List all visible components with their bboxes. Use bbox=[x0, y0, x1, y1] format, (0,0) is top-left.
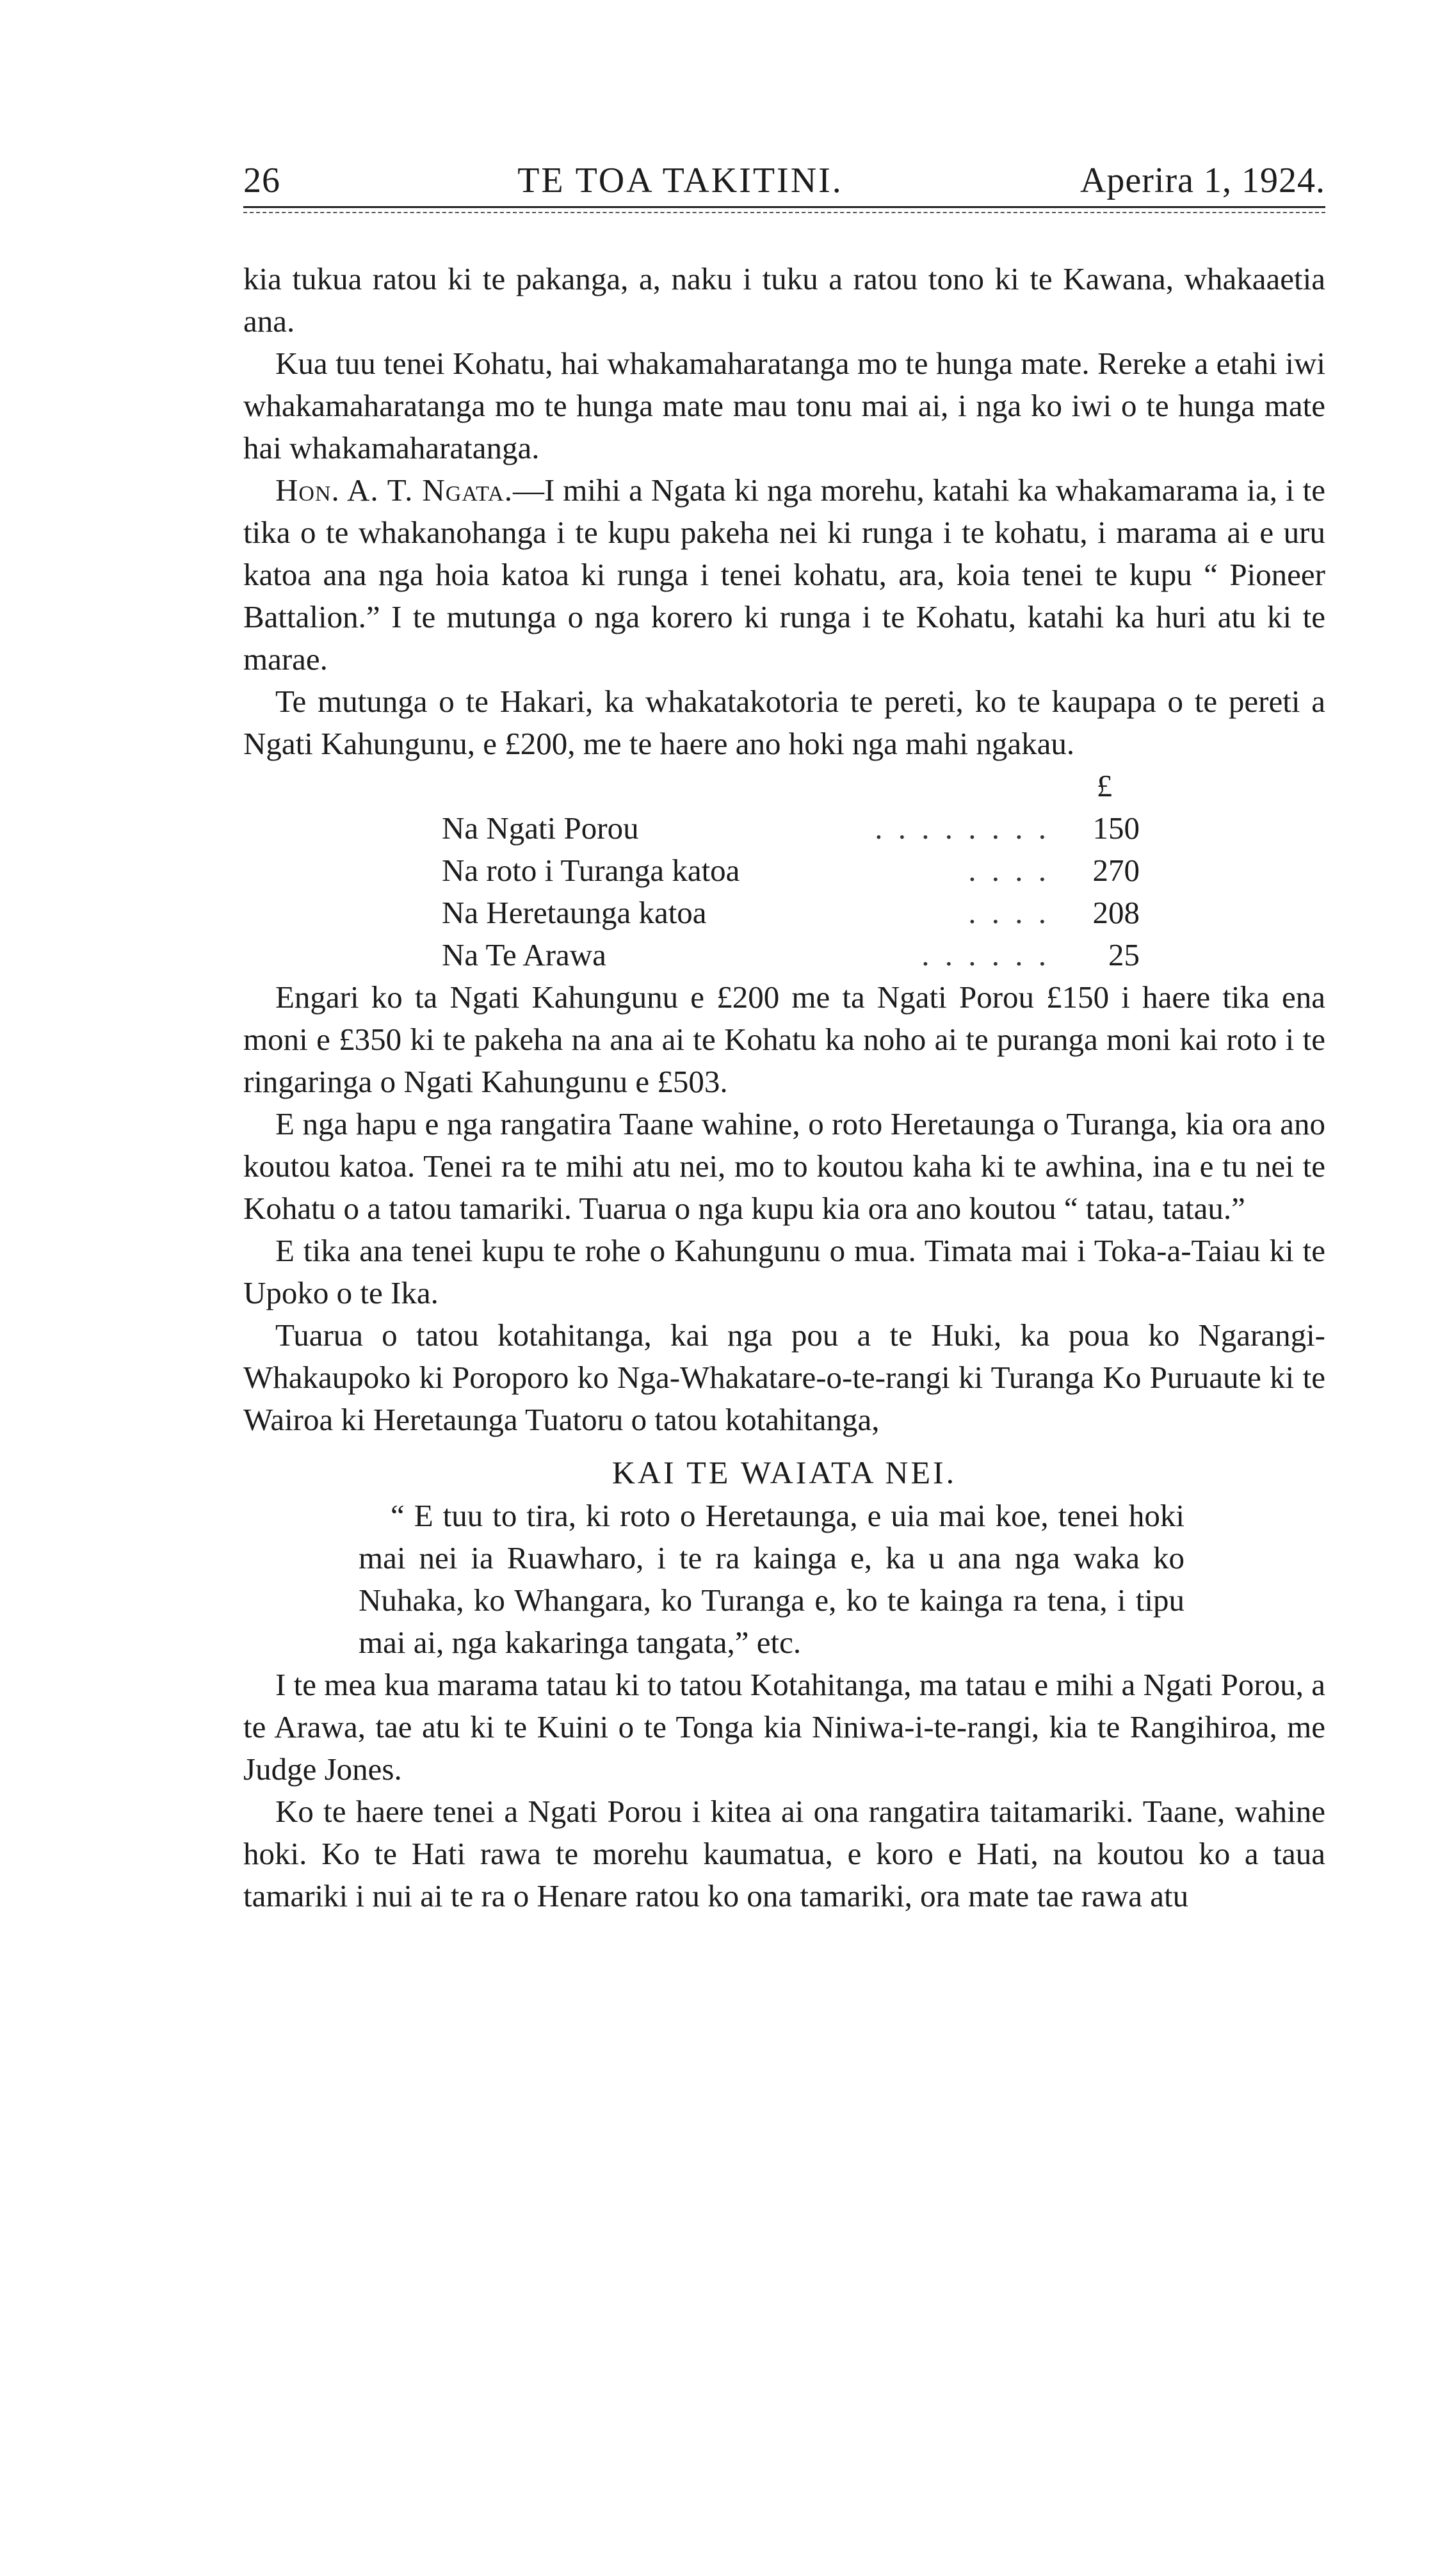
paragraph: Engari ko ta Ngati Kahungunu e £200 me ta Ngati Porou £150 i haere tika ena moni e £350 ki te pakeha na ana ai te Kohatu ka noho ai te puranga moni kai roto i te ringaringa o Ngati Kahungunu e £503. bbox=[243, 979, 1325, 1099]
paragraph: kia tukua ratou ki te pakanga, a, naku i tuku a ratou tono ki te Kawana, whakaaetia ana. bbox=[243, 261, 1325, 339]
donation-amount: 150 bbox=[1092, 810, 1140, 846]
currency-header bbox=[442, 765, 1140, 807]
paragraph: Ko te haere tenei a Ngati Porou i kitea ai ona rangatira taitamariki. Taane, wahine hoki. Ko te Hati rawa te morehu kaumatua, e koro e Hati, na koutou ko a taua tamariki i nui ai te ra o Henare ratou ko ona tamariki, ora mate tae rawa atu bbox=[243, 1794, 1325, 1913]
leader-dots: . . . . . . . . bbox=[875, 810, 1050, 846]
donation-amount: 208 bbox=[1092, 895, 1140, 930]
header-rule bbox=[243, 206, 1325, 213]
paragraph: E tika ana tenei kupu te rohe o Kahungunu o mua. Timata mai i Toka-a-Taiau ki te Upoko o te Ika. bbox=[243, 1233, 1325, 1310]
paragraph: Kua tuu tenei Kohatu, hai whakamaharatanga mo te hunga mate. Rereke a etahi iwi whakamaharatanga mo te hunga mate mau tonu mai ai, i nga ko iwi o te hunga mate hai whakamaharatanga. bbox=[243, 346, 1325, 465]
donations-table bbox=[442, 765, 1140, 976]
speech-text: —I mihi a Ngata ki nga morehu, katahi ka whakamarama ia, i te tika o te whakanohanga i te kupu pakeha nei ki runga i te kohatu, i marama ai e uru katoa ana nga hoia katoa ki runga i tenei kohatu, ara, koia tenei te kupu “ Pioneer Battalion.” I te mutunga o nga korero ki runga i te Kohatu, katahi ka huri atu ki te marae. bbox=[243, 472, 1325, 677]
donation-row bbox=[442, 849, 1140, 892]
donation-amount: 270 bbox=[1092, 853, 1140, 888]
donation-row bbox=[442, 934, 1140, 976]
donor-name: Na roto i Turanga katoa bbox=[442, 853, 740, 888]
leader-dots: . . . . . . bbox=[921, 937, 1050, 972]
donor-name: Na Heretaunga katoa bbox=[442, 895, 707, 930]
donation-amount: 25 bbox=[1108, 937, 1140, 972]
paragraph: E nga hapu e nga rangatira Taane wahine, o roto Heretaunga o Turanga, kia ora ano koutou katoa. Tenei ra te mihi atu nei, mo to koutou kaha ki te awhina, ina e tu nei te Kohatu o a tatou tamariki. Tuarua o nga kupu kia ora ano koutou “ tatau, tatau.” bbox=[243, 1106, 1325, 1226]
paragraph-speech bbox=[243, 469, 1325, 680]
donation-row bbox=[442, 807, 1140, 849]
donor-name: Na Ngati Porou bbox=[442, 810, 639, 846]
article-body bbox=[243, 258, 1325, 1917]
song-title: KAI TE WAIATA NEI. bbox=[611, 1454, 957, 1490]
publication-title: TE TOA TAKITINI. bbox=[517, 161, 843, 200]
donor-name: Na Te Arawa bbox=[442, 937, 606, 972]
page-number: 26 bbox=[243, 161, 280, 200]
speaker-name: Hon. A. T. Ngata. bbox=[275, 472, 513, 508]
issue-date: Aperira 1, 1924. bbox=[1079, 161, 1325, 200]
page bbox=[243, 160, 1325, 1917]
paragraph: Tuarua o tatou kotahitanga, kai nga pou a te Huki, ka poua ko Ngarangi-Whakaupoko ki Poroporo ko Nga-Whakatare-o-te-rangi ki Turanga Ko Puruaute ki te Wairoa ki Heretaunga Tuatoru o tatou kotahitanga, bbox=[243, 1317, 1325, 1437]
leader-dots: . . . . bbox=[968, 853, 1050, 888]
leader-dots: . . . . bbox=[968, 895, 1050, 930]
donation-row bbox=[442, 892, 1140, 934]
paragraph: Te mutunga o te Hakari, ka whakatakotoria te pereti, ko te kaupapa o te pereti a Ngati Kahungunu, e £200, me te haere ano hoki nga mahi ngakau. bbox=[243, 684, 1325, 761]
paragraph: I te mea kua marama tatau ki to tatou Kotahitanga, ma tatau e mihi a Ngati Porou, a te Arawa, tae atu ki te Kuini o te Tonga kia Niniwa-i-te-rangi, kia te Rangihiroa, me Judge Jones. bbox=[243, 1667, 1325, 1787]
running-header bbox=[243, 160, 1325, 201]
song-text: “ E tuu to tira, ki roto o Heretaunga, e uia mai koe, tenei hoki mai nei ia Ruawharo, i te ra kainga e, ka u ana nga waka ko Nuhaka, ko Whangara, ko Turanga e, ko te kainga ra tena, i tipu mai ai, nga kakaringa tangata,” etc. bbox=[359, 1498, 1184, 1660]
currency-symbol: £ bbox=[1096, 768, 1113, 803]
song-lyrics bbox=[359, 1495, 1184, 1664]
